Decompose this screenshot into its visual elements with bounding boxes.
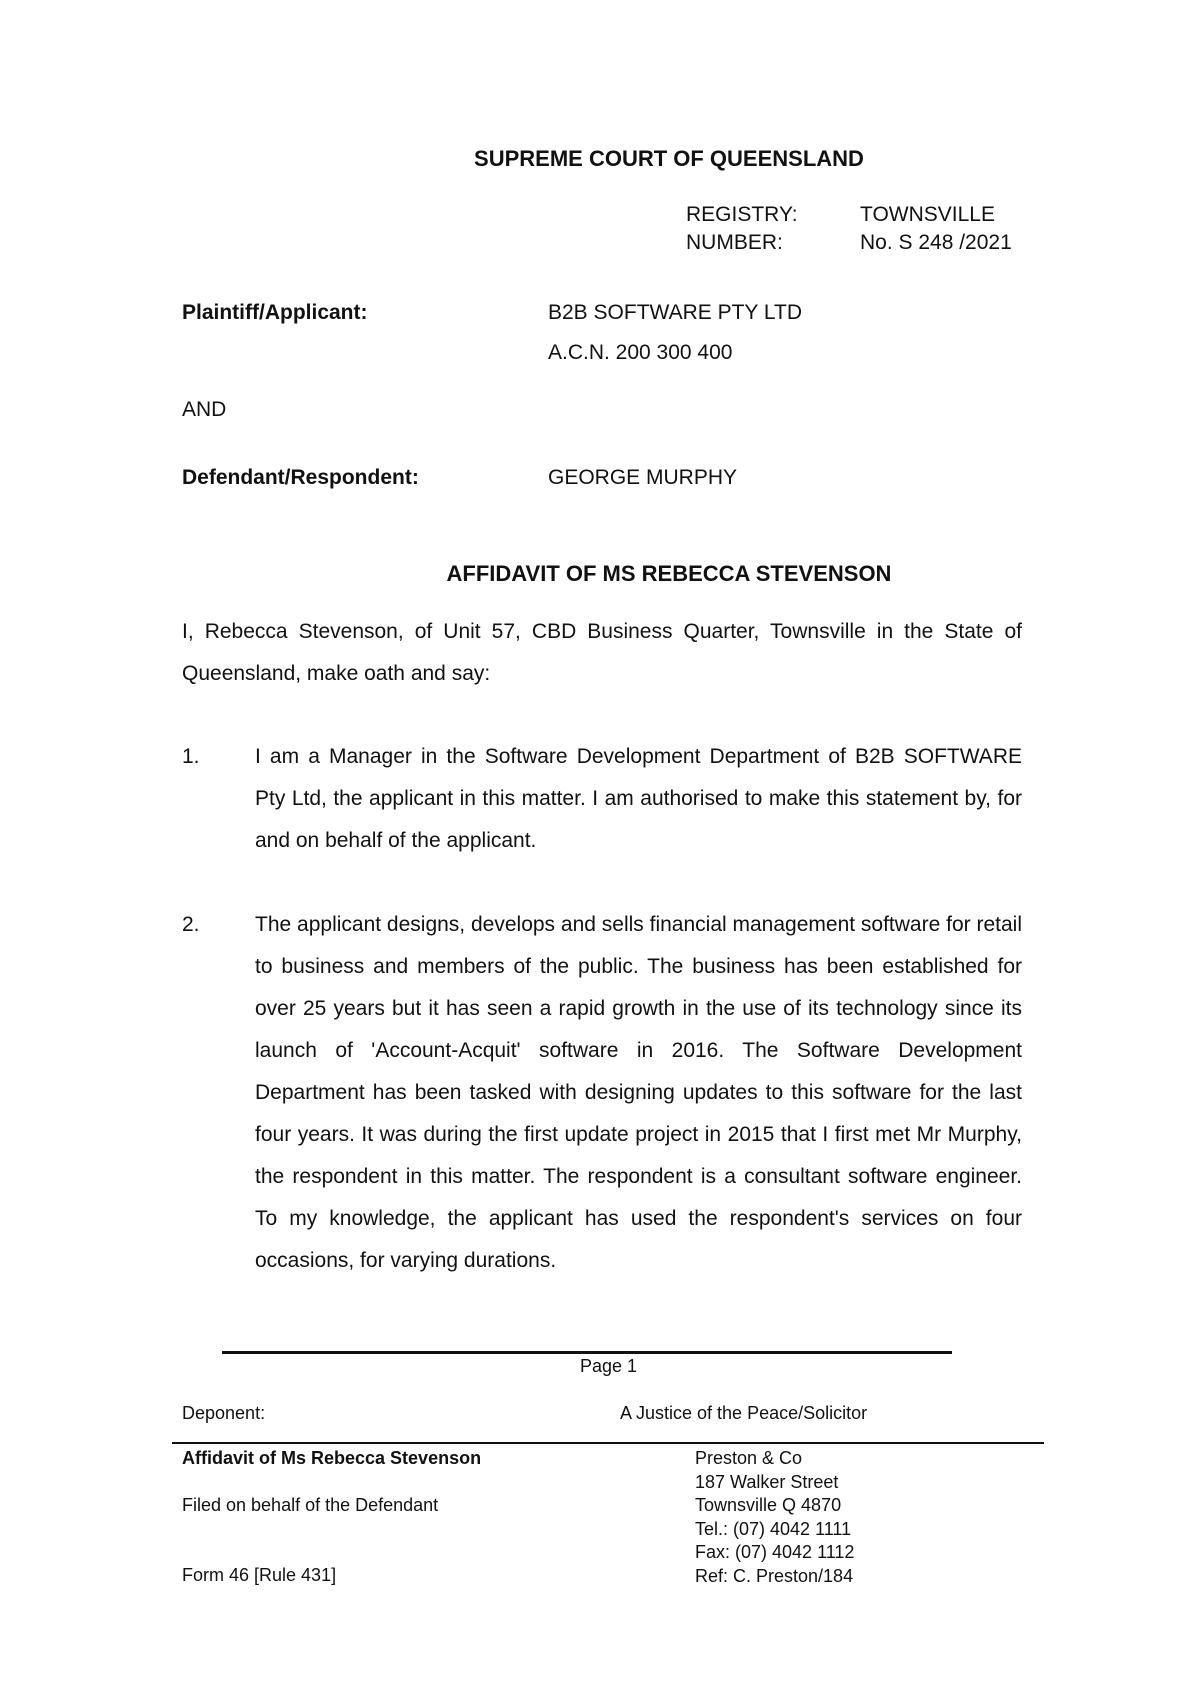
page-number: Page 1	[579, 1356, 638, 1376]
numbered-paragraph	[182, 736, 1022, 862]
firm-name: Preston & Co	[695, 1448, 803, 1468]
defendant-name: GEORGE MURPHY	[548, 466, 738, 489]
numbered-paragraph	[182, 904, 1022, 1282]
firm-fax: Fax: (07) 4042 1112	[695, 1542, 855, 1562]
firm-reference: Ref: C. Preston/184	[695, 1565, 854, 1586]
registry-value: TOWNSVILLE	[860, 203, 995, 226]
plaintiff-label: Plaintiff/Applicant:	[182, 301, 368, 324]
firm-telephone: Tel.: (07) 4042 1111	[695, 1518, 852, 1539]
firm-street: 187 Walker Street	[695, 1471, 839, 1492]
deponent-label: Deponent:	[182, 1403, 266, 1423]
firm-city: Townsville Q 4870	[695, 1495, 842, 1515]
intro-paragraph: I, Rebecca Stevenson, of Unit 57, CBD Business Quarter, Townsville in the State of Queensland, make oath and say:	[182, 620, 1022, 685]
footer-document-title: Affidavit of Ms Rebecca Stevenson	[182, 1448, 482, 1468]
court-title: SUPREME COURT OF QUEENSLAND	[474, 146, 864, 171]
witness-label: A Justice of the Peace/Solicitor	[620, 1403, 868, 1423]
paragraph-number: 2.	[182, 913, 200, 936]
paragraph-text: The applicant designs, develops and sells financial management software for retail to business and members of the public. The business has been established for over 25 years but it has seen a rapid growth in the use of its technology since its launch of 'Account-Acquit' software in 2016. The Software Development Department has been tasked with designing updates to this software for the last four years. It was during the first update project in 2015 that I first met Mr Murphy, the respondent in this matter. The respondent is a consultant software engineer. To my knowledge, the applicant has used the respondent's services on four occasions, for varying durations.	[255, 913, 1022, 1272]
filed-on-behalf: Filed on behalf of the Defendant	[182, 1495, 439, 1515]
plaintiff-acn: A.C.N. 200 300 400	[548, 341, 733, 364]
solicitor-address-block	[695, 1447, 854, 1588]
footer-rule	[172, 1442, 1044, 1444]
number-value: No. S 248 /2021	[860, 231, 1012, 254]
paragraph-text: I am a Manager in the Software Development Department of B2B SOFTWARE Pty Ltd, the applicant in this matter. I am authorised to make this statement by, for and on behalf of the applicant.	[255, 745, 1022, 852]
registry-label: REGISTRY:	[686, 203, 798, 226]
form-reference: Form 46 [Rule 431]	[182, 1565, 337, 1585]
affidavit-title: AFFIDAVIT OF MS REBECCA STEVENSON	[446, 561, 892, 586]
signature-divider	[222, 1351, 952, 1354]
and-separator: AND	[182, 398, 227, 421]
plaintiff-name: B2B SOFTWARE PTY LTD	[548, 301, 802, 324]
number-label: NUMBER:	[686, 231, 783, 254]
paragraph-number: 1.	[182, 745, 200, 768]
defendant-label: Defendant/Respondent:	[182, 466, 419, 489]
